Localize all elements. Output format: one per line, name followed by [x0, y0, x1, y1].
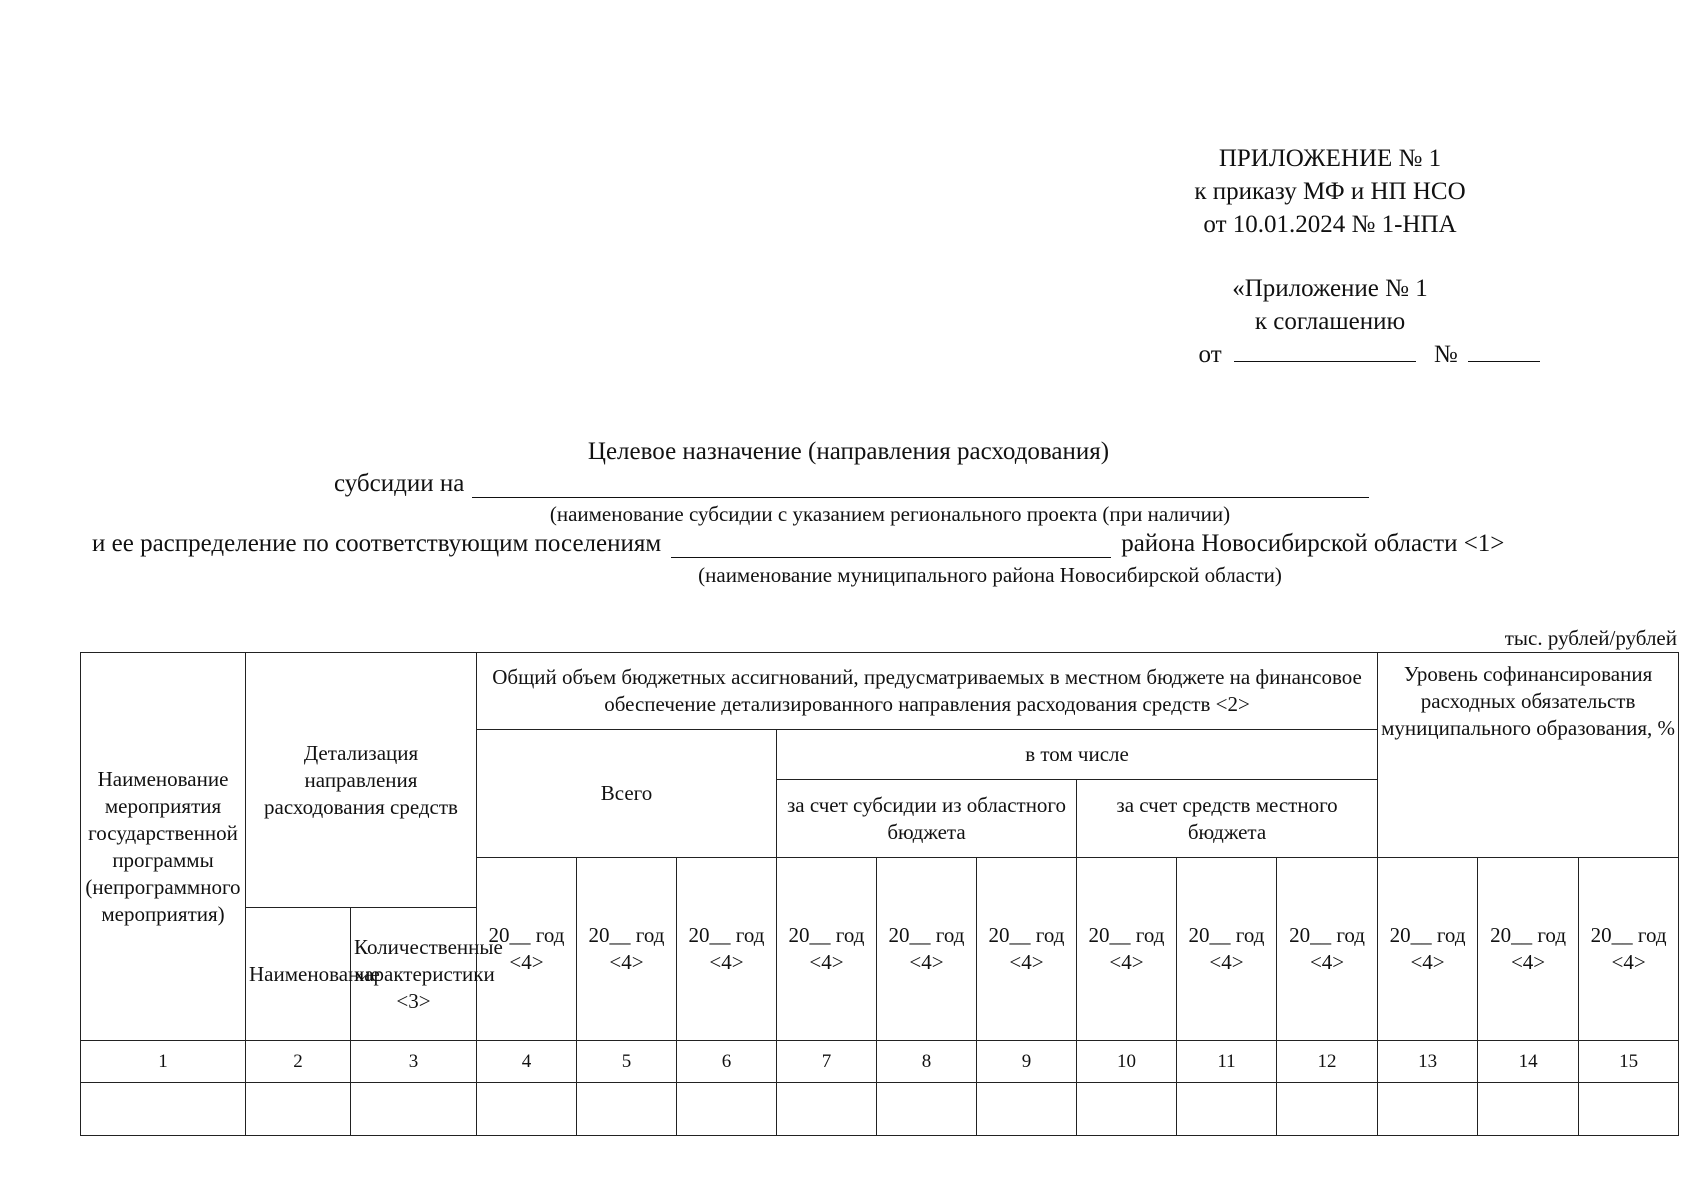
header-detail: Детализация направления расходования средств	[246, 653, 477, 908]
district-caption: (наименование муниципального района Новосибирской области)	[698, 563, 1282, 587]
table-cell	[351, 1083, 477, 1136]
table-cell	[677, 1083, 777, 1136]
year-11: 20__ год <4>	[1177, 858, 1277, 1041]
column-number: 10	[1077, 1041, 1177, 1083]
subsidy-line	[334, 470, 1369, 498]
appendix-header	[1120, 142, 1540, 241]
agreement-from-label: от	[1198, 341, 1222, 368]
agreement-date-blank	[1234, 339, 1416, 362]
header-local: за счет средств местного бюджета	[1077, 780, 1378, 858]
column-number: 2	[246, 1041, 351, 1083]
column-number: 4	[477, 1041, 577, 1083]
table-row	[81, 1083, 1679, 1136]
table-cell	[1177, 1083, 1277, 1136]
table-cell	[246, 1083, 351, 1136]
column-number: 5	[577, 1041, 677, 1083]
subsidy-caption: (наименование субсидии с указанием регионального проекта (при наличии)	[549, 502, 1231, 526]
year-5: 20__ год <4>	[577, 858, 677, 1041]
column-number: 6	[677, 1041, 777, 1083]
header-regional: за счет субсидии из областного бюджета	[777, 780, 1077, 858]
header-name: Наименование	[246, 908, 351, 1041]
subsidy-prefix: субсидии на	[334, 470, 465, 497]
table-cell	[1478, 1083, 1579, 1136]
agreement-date-line	[1120, 338, 1540, 371]
header-quantity: Количественные характеристики <3>	[351, 908, 477, 1041]
table-cell	[1277, 1083, 1378, 1136]
district-name-blank	[671, 535, 1111, 558]
column-number: 11	[1177, 1041, 1277, 1083]
year-9: 20__ год <4>	[977, 858, 1077, 1041]
distribution-line	[92, 530, 1504, 558]
distribution-prefix: и ее распределение по соответствующим поселениям	[92, 530, 662, 557]
column-number: 13	[1378, 1041, 1478, 1083]
agreement-title: «Приложение № 1	[1232, 275, 1428, 302]
table-cell	[1579, 1083, 1679, 1136]
year-10: 20__ год <4>	[1077, 858, 1177, 1041]
table-cell	[777, 1083, 877, 1136]
header-including: в том числе	[777, 730, 1378, 780]
appendix-date: от 10.01.2024 № 1-НПА	[1203, 211, 1457, 238]
appendix-title: ПРИЛОЖЕНИЕ № 1	[1218, 145, 1442, 172]
table-cell	[877, 1083, 977, 1136]
column-number: 1	[81, 1041, 246, 1083]
table-cell	[1077, 1083, 1177, 1136]
header-event: Наименование мероприятия государственной программы (непрограммного мероприятия)	[81, 653, 246, 1041]
year-15: 20__ год <4>	[1579, 858, 1679, 1041]
column-number: 8	[877, 1041, 977, 1083]
column-number: 14	[1478, 1041, 1579, 1083]
header-total-volume: Общий объем бюджетных ассигнований, предусматриваемых в местном бюджете на финансовое обеспечение детализированного направления расходования средств <2>	[477, 653, 1378, 730]
allocation-table	[80, 652, 1679, 1136]
year-13: 20__ год <4>	[1378, 858, 1478, 1041]
table-cell	[977, 1083, 1077, 1136]
document-title: Целевое назначение (направления расходования)	[587, 438, 1110, 465]
table-cell	[477, 1083, 577, 1136]
header-all: Всего	[477, 730, 777, 858]
appendix-order: к приказу МФ и НП НСО	[1194, 178, 1466, 205]
year-14: 20__ год <4>	[1478, 858, 1579, 1041]
table-cell	[1378, 1083, 1478, 1136]
agreement-number-blank	[1468, 339, 1540, 362]
agreement-header	[1120, 272, 1540, 371]
column-number: 15	[1579, 1041, 1679, 1083]
table-cell	[577, 1083, 677, 1136]
column-number: 12	[1277, 1041, 1378, 1083]
column-number: 3	[351, 1041, 477, 1083]
year-6: 20__ год <4>	[677, 858, 777, 1041]
column-number: 7	[777, 1041, 877, 1083]
agreement-number-label: №	[1433, 341, 1458, 368]
year-7: 20__ год <4>	[777, 858, 877, 1041]
year-8: 20__ год <4>	[877, 858, 977, 1041]
header-cofinancing: Уровень софинансирования расходных обязательств муниципального образования, %	[1378, 653, 1679, 858]
column-number-row	[81, 1041, 1679, 1083]
table-cell	[81, 1083, 246, 1136]
subsidy-name-blank	[472, 475, 1369, 498]
year-4: 20__ год <4>	[477, 858, 577, 1041]
distribution-suffix: района Новосибирской области <1>	[1121, 530, 1505, 557]
year-12: 20__ год <4>	[1277, 858, 1378, 1041]
agreement-subtitle: к соглашению	[1254, 308, 1406, 335]
units-label: тыс. рублей/рублей	[1504, 626, 1677, 650]
column-number: 9	[977, 1041, 1077, 1083]
